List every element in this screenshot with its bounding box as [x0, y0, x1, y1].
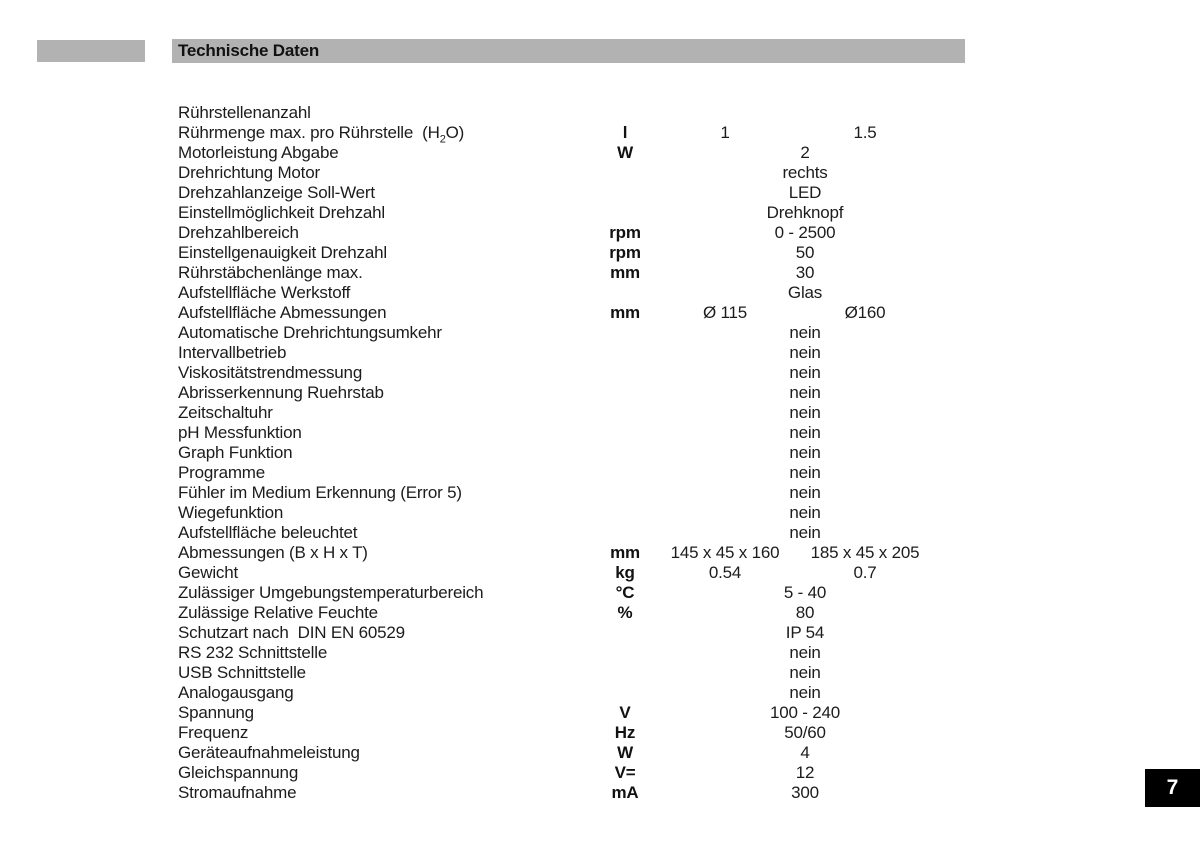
spec-label: Zeitschaltuhr	[178, 403, 273, 422]
spec-unit	[585, 363, 665, 383]
spec-unit	[585, 503, 665, 523]
section-title: Technische Daten	[178, 41, 320, 60]
spec-label: Fühler im Medium Erkennung (Error 5)	[178, 483, 462, 502]
spec-unit	[585, 383, 665, 403]
spec-row	[178, 323, 945, 343]
spec-unit: mA	[611, 783, 639, 802]
spec-row	[178, 763, 945, 783]
spec-value: 0 - 2500	[774, 223, 836, 242]
spec-row	[178, 663, 945, 683]
spec-row	[178, 183, 945, 203]
spec-row	[178, 263, 945, 283]
spec-unit	[585, 183, 665, 203]
spec-value-model2: Ø160	[844, 303, 886, 322]
section-header	[172, 39, 965, 63]
spec-unit	[585, 343, 665, 363]
spec-row	[178, 163, 945, 183]
spec-row	[178, 223, 945, 243]
spec-row	[178, 643, 945, 663]
spec-unit	[585, 423, 665, 443]
spec-row	[178, 783, 945, 803]
spec-label: Geräteaufnahmeleistung	[178, 743, 360, 762]
spec-row	[178, 603, 945, 623]
spec-value: nein	[789, 643, 821, 662]
spec-label: Gewicht	[178, 563, 239, 582]
spec-unit	[585, 323, 665, 343]
spec-value-model2: 0.7	[853, 563, 877, 582]
spec-unit: V	[619, 703, 631, 722]
spec-row	[178, 363, 945, 383]
spec-unit	[585, 683, 665, 703]
spec-value: nein	[789, 403, 821, 422]
spec-value: 30	[795, 263, 815, 282]
spec-value: 300	[791, 783, 819, 802]
spec-value: 5 - 40	[783, 583, 827, 602]
spec-row	[178, 483, 945, 503]
page-number-badge	[1145, 769, 1200, 807]
spec-label: Viskositätstrendmessung	[178, 363, 363, 382]
spec-unit: W	[617, 143, 633, 162]
spec-value: nein	[789, 503, 821, 522]
spec-label: Abrisserkennung Ruehrstab	[178, 383, 384, 402]
spec-row	[178, 243, 945, 263]
spec-value: nein	[789, 383, 821, 402]
spec-value-model2: 185 x 45 x 205	[810, 543, 920, 562]
spec-label: Stromaufnahme	[178, 783, 297, 802]
spec-value-model1: 0.54	[708, 563, 742, 582]
spec-value: nein	[789, 343, 821, 362]
spec-unit	[585, 163, 665, 183]
spec-value: nein	[789, 523, 821, 542]
spec-label: Aufstellfläche Abmessungen	[178, 303, 387, 322]
spec-value: nein	[789, 683, 821, 702]
spec-row	[178, 203, 945, 223]
spec-label: USB Schnittstelle	[178, 663, 306, 682]
spec-unit	[585, 483, 665, 503]
spec-label: Einstellmöglichkeit Drehzahl	[178, 203, 385, 222]
spec-value-model2: 1.5	[853, 123, 877, 142]
spec-row	[178, 423, 945, 443]
spec-row	[178, 523, 945, 543]
spec-unit: l	[622, 123, 628, 142]
spec-value: nein	[789, 363, 821, 382]
spec-unit	[585, 203, 665, 223]
spec-label: Rührstäbchenlänge max.	[178, 263, 363, 282]
spec-value-model1: Ø 115	[702, 303, 748, 322]
spec-row	[178, 543, 945, 563]
spec-unit: rpm	[609, 243, 641, 262]
spec-unit: mm	[610, 543, 640, 562]
spec-value: 50/60	[784, 723, 826, 742]
spec-value: 100 - 240	[769, 703, 841, 722]
spec-value: nein	[789, 443, 821, 462]
spec-label: Drehzahlbereich	[178, 223, 299, 242]
spec-label: Programme	[178, 463, 266, 482]
spec-value: nein	[789, 483, 821, 502]
spec-row	[178, 583, 945, 603]
spec-value-model1: 145 x 45 x 160	[670, 543, 780, 562]
spec-value: Drehknopf	[766, 203, 844, 222]
spec-row	[178, 303, 945, 323]
spec-unit: rpm	[609, 223, 641, 242]
spec-value: 80	[795, 603, 815, 622]
spec-label: Graph Funktion	[178, 443, 293, 462]
spec-label: Drehzahlanzeige Soll-Wert	[178, 183, 375, 202]
spec-unit	[585, 403, 665, 423]
spec-value: nein	[789, 663, 821, 682]
spec-unit	[585, 443, 665, 463]
spec-row	[178, 343, 945, 363]
spec-unit: °C	[615, 583, 635, 602]
spec-row	[178, 143, 945, 163]
spec-label: Aufstellfläche beleuchtet	[178, 523, 358, 542]
spec-row	[178, 503, 945, 523]
spec-row	[178, 443, 945, 463]
spec-unit	[585, 663, 665, 683]
spec-label: Einstellgenauigkeit Drehzahl	[178, 243, 387, 262]
spec-row	[178, 383, 945, 403]
spec-value: nein	[789, 323, 821, 342]
spec-unit	[585, 103, 665, 123]
spec-label: Automatische Drehrichtungsumkehr	[178, 323, 442, 342]
spec-label: Zulässige Relative Feuchte	[178, 603, 378, 622]
spec-value: 50	[795, 243, 815, 262]
spec-label: Drehrichtung Motor	[178, 163, 320, 182]
spec-unit: mm	[610, 263, 640, 282]
left-gray-block	[37, 40, 145, 62]
spec-label: Motorleistung Abgabe	[178, 143, 339, 162]
spec-label: RS 232 Schnittstelle	[178, 643, 328, 662]
spec-value: Glas	[787, 283, 823, 302]
spec-row	[178, 123, 945, 146]
spec-value: 4	[800, 743, 810, 762]
spec-row	[178, 463, 945, 483]
spec-unit: V=	[614, 763, 636, 782]
spec-row	[178, 283, 945, 303]
spec-row	[178, 723, 945, 743]
spec-row	[178, 703, 945, 723]
spec-unit: W	[617, 743, 633, 762]
spec-label: Analogausgang	[178, 683, 294, 702]
spec-label: Rührmenge max. pro Rührstelle $(H_2O)$	[178, 123, 465, 146]
spec-label: Frequenz	[178, 723, 249, 742]
spec-value-model1: 1	[720, 123, 730, 142]
spec-label: Wiegefunktion	[178, 503, 284, 522]
spec-label: pH Messfunktion	[178, 423, 302, 442]
spec-unit: Hz	[614, 723, 636, 742]
spec-row	[178, 563, 945, 583]
spec-row	[178, 403, 945, 423]
spec-value: 12	[795, 763, 815, 782]
spec-value: rechts	[782, 163, 828, 182]
spec-unit: mm	[610, 303, 640, 322]
spec-unit	[585, 283, 665, 303]
spec-unit: kg	[615, 563, 635, 582]
spec-value: IP 54	[785, 623, 825, 642]
spec-value: nein	[789, 463, 821, 482]
spec-value	[665, 103, 945, 123]
spec-value: nein	[789, 423, 821, 442]
spec-unit	[585, 643, 665, 663]
spec-label: Zulässiger Umgebungstemperaturbereich	[178, 583, 484, 602]
spec-label: Schutzart nach DIN EN 60529	[178, 623, 405, 642]
spec-value: LED	[788, 183, 822, 202]
spec-label: Aufstellfläche Werkstoff	[178, 283, 351, 302]
spec-row	[178, 683, 945, 703]
spec-label: Gleichspannung	[178, 763, 299, 782]
spec-label: Intervallbetrieb	[178, 343, 287, 362]
page-number: 7	[1166, 776, 1179, 799]
spec-label: Abmessungen (B x H x T)	[178, 543, 368, 562]
spec-label: Rührstellenanzahl	[178, 103, 311, 122]
spec-value: 2	[800, 143, 810, 162]
spec-row	[178, 743, 945, 763]
spec-label: Spannung	[178, 703, 254, 722]
spec-unit	[585, 623, 665, 643]
spec-row	[178, 623, 945, 643]
spec-row	[178, 103, 945, 123]
spec-table	[178, 103, 945, 803]
spec-unit: %	[617, 603, 633, 622]
spec-unit	[585, 523, 665, 543]
spec-unit	[585, 463, 665, 483]
